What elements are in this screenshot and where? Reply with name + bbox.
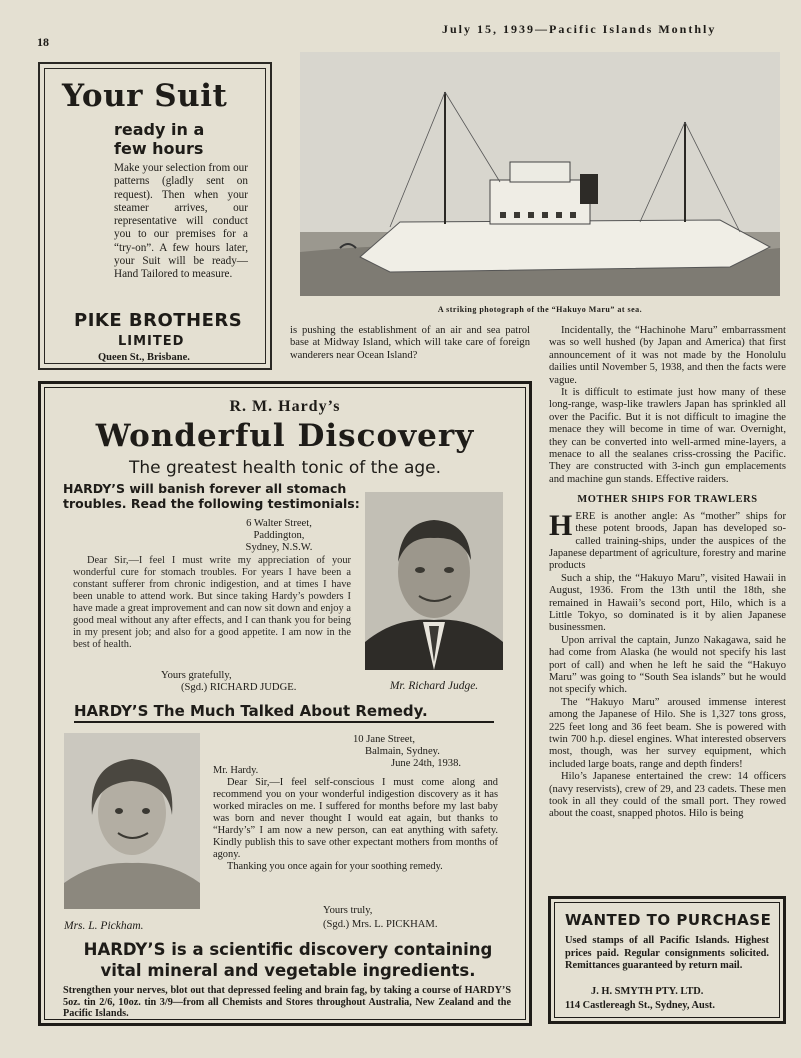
address-line: 6 Walter Street, xyxy=(246,518,312,529)
letter-paragraph: Dear Sir,—I feel I must write my appreciation of your wonderful cure for stomach troubles. For years I have been a constant sufferer from chronic indigestion, and at times I have been unable to attend work. But since taking Hardy’s powders I have made a great improvement and can now sit down and enjoy a good meal without any after effects, and I can thank you for being in my present job; and also for a good appetite. I am now in the best of health. xyxy=(73,555,351,650)
letter2-signature: (Sgd.) Mrs. L. PICKHAM. xyxy=(323,919,438,930)
address-line: Paddington, xyxy=(253,530,305,541)
article-paragraph: Hilo’s Japanese entertained the crew: 14 officers (navy reservists), crew of 29, and 23 cadets. These men took in all they could of the small port. They rowed about the coast, snapped photos. Hilo is being xyxy=(549,771,786,820)
portrait-caption: Mr. Richard Judge. xyxy=(389,680,479,692)
ad-headline: Your Suit xyxy=(62,78,228,114)
ship-photo xyxy=(300,52,780,296)
ad-subheadline-line: few hours xyxy=(114,139,204,158)
article-column-2 xyxy=(549,325,786,821)
address-line: Sydney, N.S.W. xyxy=(245,542,313,553)
letter-salutation: Mr. Hardy. xyxy=(213,765,259,776)
letter1-address xyxy=(209,518,349,554)
page-number: 18 xyxy=(37,35,49,49)
address-line: June 24th, 1938. xyxy=(391,758,462,769)
letter2-body xyxy=(213,765,498,873)
ad-firm-name: PIKE BROTHERS xyxy=(74,310,243,331)
letter1-close: Yours gratefully, xyxy=(161,670,232,681)
ad-intro: HARDY’S will banish forever all stomach troubles. Read the following testimonials: xyxy=(63,481,360,511)
drop-cap: H xyxy=(549,508,573,542)
article-paragraph: Incidentally, the “Hachinohe Maru” embarrassment was so well hushed (by Japan and America) that first announcement of it was not made by the Honolulu dailies until November 5, 1938, and then the facts were vague. xyxy=(549,325,786,386)
ad-subheadline-line: ready in a xyxy=(114,120,205,139)
address-line: 10 Jane Street, xyxy=(353,734,416,745)
hardy-ad xyxy=(38,381,532,1026)
ad-mid-headline: HARDY’S The Much Talked About Remedy. xyxy=(74,702,428,720)
ad-firm-name: J. H. SMYTH PTY. LTD. xyxy=(591,986,704,997)
letter2-close: Yours truly, xyxy=(323,905,373,916)
article-paragraph: Such a ship, the “Hakuyo Maru”, visited Hawaii in August, 1936. From the 13th until the 18th, she remained in Hawaii’s second port, Hilo, which is a Little Tokyo, so dominated is it by alien Japanese businessmen. xyxy=(549,572,786,634)
letter1-signature: (Sgd.) RICHARD JUDGE. xyxy=(181,682,297,693)
letter1-body xyxy=(73,555,351,651)
ship-illustration xyxy=(300,52,780,296)
article-paragraph: It is difficult to estimate just how many of these long-range, wasp-like trawlers Japan has sprinkled all over the Pacific. But it is not difficult to imagine the menace they will become in time of war. Overnight, they can be converted into well-armed mine-layers, a menace to all the sealanes criss-crossing the Pacific. They are constructed with 3-inch gun emplacements and machine gun stands. Effective raiders. xyxy=(549,387,786,485)
article-paragraph: The “Hakuyo Maru” aroused immense interest among the Japanese of Hilo. She is 1,327 tons gross, 225 feet long and 36 feet beam. She is powered with twin 700 h.p. diesel engines. What interested observers most, though, was her survey equipment, which included large boats, range and depth finders! xyxy=(549,696,786,770)
ad-address: Queen St., Brisbane. xyxy=(98,352,190,363)
ad-firm-limited: LIMITED xyxy=(118,334,185,349)
article-paragraph: Upon arrival the captain, Junzo Nakagawa, said he had come from Alaska (he would not specify his last port of call) and when he left he said the “Hakuyo Maru” was going to “South Sea islands” but he would not specify which. xyxy=(549,634,786,696)
ad-subheadline xyxy=(114,120,204,158)
ad-headline: Wonderful Discovery xyxy=(95,418,475,454)
ad-tagline: The greatest health tonic of the age. xyxy=(128,458,442,478)
pike-brothers-ad xyxy=(38,62,272,370)
portrait-photo-woman xyxy=(64,733,200,909)
wanted-ad xyxy=(548,896,786,1024)
article-paragraph-dropcap xyxy=(549,508,786,573)
ad-footer: Strengthen your nerves, blot out that depressed feeling and brain fag, by taking a course of HARDY’S 5oz. tin 2/6, 10oz. tin 3/9—from all Chemists and Stores throughout Australia, New Zealand and the Pacific Islands. xyxy=(63,985,511,1019)
portrait-man-illustration xyxy=(365,492,503,670)
address-line: Balmain, Sydney. xyxy=(365,746,440,757)
ad-brand: R. M. Hardy’s xyxy=(229,398,341,415)
running-head: July 15, 1939—Pacific Islands Monthly xyxy=(442,22,717,36)
article-column-1 xyxy=(290,325,530,362)
portrait-woman-illustration xyxy=(64,733,200,909)
portrait-caption: Mrs. L. Pickham. xyxy=(64,920,144,932)
divider xyxy=(74,721,494,723)
ad-claim: HARDY’S is a scientific discovery containing vital mineral and vegetable ingredients. xyxy=(83,940,493,980)
ad-body: Make your selection from our patterns (gladly sent on request). Then when your steamer arrives, our representative will conduct you to our premises for a “try-on”. A few hours later, your Suit will be ready—Hand Tailored to measure. xyxy=(114,162,248,281)
article-paragraph: is pushing the establishment of an air and sea patrol base at Midway Island, which will take care of foreign wanderers near Ocean Island? xyxy=(290,325,530,361)
letter-paragraph: Dear Sir,—I feel self-conscious I must come along and recommend you on your wonderful indigestion discovery as it has worked miracles on me. I suffered for months before my last baby was born and never thought I would eat again, but thanks to “Hardy’s” I am now a new person, can eat anything with safety. Kindly publish this to save other expectant mothers from months of agony. xyxy=(213,777,498,860)
article-text: ERE is another angle: As “mother” ships for these potent broods, Japan has developed so-called training-ships, under the auspices of the Japanese department of agriculture, forestry and marine products xyxy=(549,510,786,572)
photo-caption: A striking photograph of the “Hakuyo Maru” at sea. xyxy=(437,305,643,314)
ad-title: WANTED TO PURCHASE xyxy=(565,911,772,929)
ad-address: 114 Castlereagh St., Sydney, Aust. xyxy=(565,1000,715,1011)
letter-paragraph: Thanking you once again for your soothing remedy. xyxy=(227,861,443,872)
portrait-photo-man xyxy=(365,492,503,670)
ad-body: Used stamps of all Pacific Islands. Highest prices paid. Regular consignments solicited. Remittances guaranteed by return mail. xyxy=(565,935,769,971)
article-subhead: MOTHER SHIPS FOR TRAWLERS xyxy=(577,494,758,506)
